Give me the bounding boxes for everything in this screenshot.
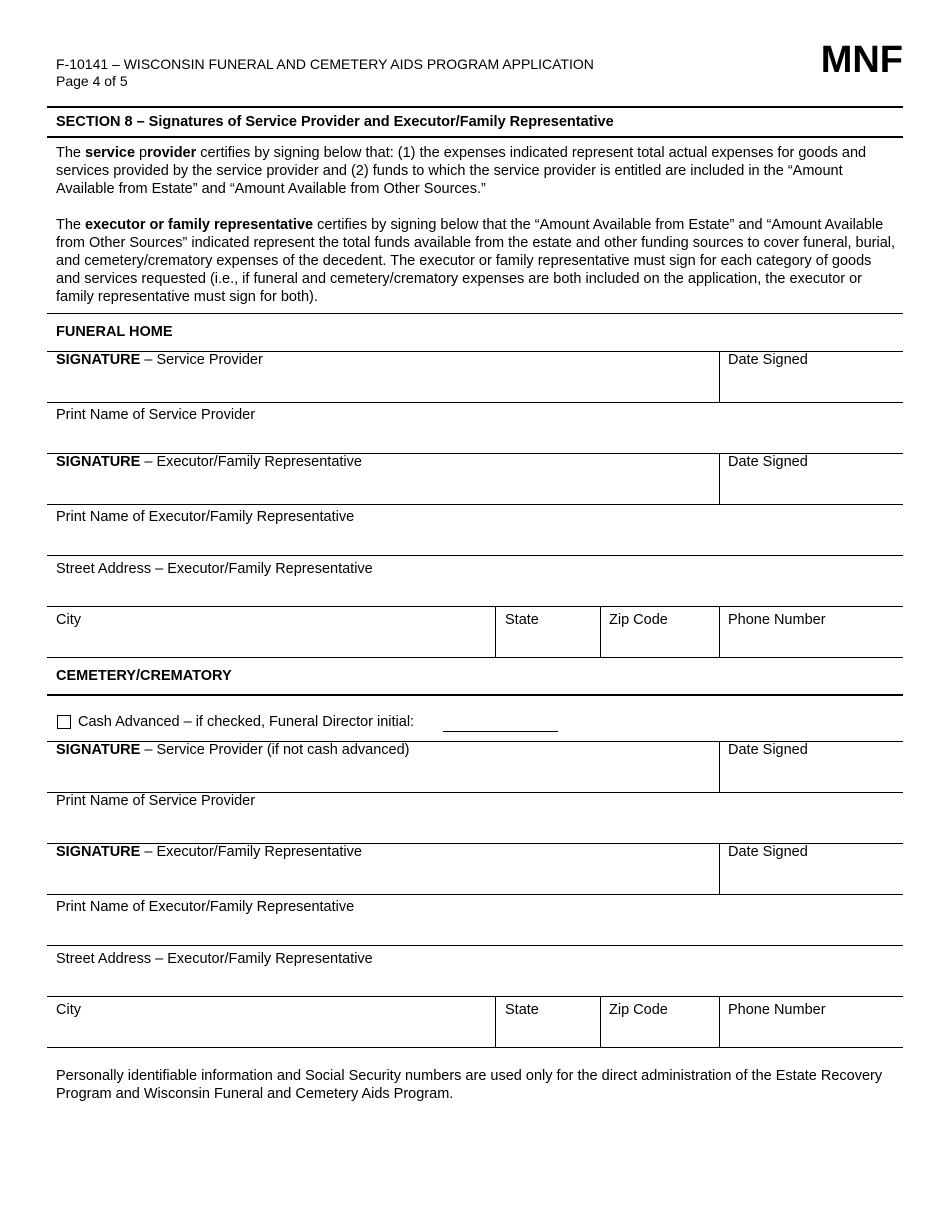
fh-sp-print-name-field[interactable]: Print Name of Service Provider xyxy=(56,407,256,423)
signature-label-rest: – Executor/Family Representative xyxy=(140,454,362,470)
cc-exec-date-signed-field[interactable]: Date Signed xyxy=(728,844,808,860)
divider xyxy=(47,555,903,556)
divider xyxy=(47,313,903,314)
cash-advanced-checkbox[interactable] xyxy=(57,715,71,729)
cc-sp-date-signed-field[interactable]: Date Signed xyxy=(728,742,808,758)
fh-city-field[interactable]: City xyxy=(56,612,81,628)
cc-executor-signature-field[interactable] xyxy=(56,844,362,861)
fh-sp-date-signed-field[interactable]: Date Signed xyxy=(728,352,808,368)
divider xyxy=(600,996,601,1048)
divider xyxy=(719,843,720,895)
text-run: The xyxy=(56,145,86,161)
funeral-director-initial-field[interactable] xyxy=(443,731,558,732)
divider xyxy=(600,606,601,658)
cc-sp-print-name-field[interactable]: Print Name of Service Provider xyxy=(56,793,256,809)
section-title-rule xyxy=(47,136,903,138)
fh-exec-date-signed-field[interactable]: Date Signed xyxy=(728,454,808,470)
fh-state-field[interactable]: State xyxy=(505,612,539,628)
page-number: Page 4 of 5 xyxy=(56,73,128,89)
divider xyxy=(47,606,903,607)
divider xyxy=(47,694,903,696)
form-code: MNF xyxy=(820,39,903,81)
bold-run: service xyxy=(85,145,136,161)
divider xyxy=(47,1047,903,1048)
divider xyxy=(719,351,720,403)
form-header xyxy=(56,56,594,90)
signature-label-rest: – Service Provider (if not cash advanced) xyxy=(140,742,410,758)
divider xyxy=(719,606,720,658)
signature-label-rest: – Service Provider xyxy=(140,352,263,368)
cc-state-field[interactable]: State xyxy=(505,1002,539,1018)
fh-phone-field[interactable]: Phone Number xyxy=(728,612,826,628)
divider xyxy=(495,996,496,1048)
fh-service-provider-signature-field[interactable] xyxy=(56,352,263,369)
cc-street-address-field[interactable]: Street Address – Executor/Family Representative xyxy=(56,951,373,967)
signature-label: SIGNATURE xyxy=(56,844,141,860)
text-run: The xyxy=(56,217,86,233)
text-run: certifies by signing below that: (1) the expenses indicated represent total actual expenses for goods and services provided by the service provider and (2) funds to which the service provider is entitled are included in the “Amount Available from Estate” and “Amount Available from Other Sources.” xyxy=(56,145,867,197)
cash-advanced-label: Cash Advanced – if checked, Funeral Director initial: xyxy=(78,714,415,730)
fh-exec-print-name-field[interactable]: Print Name of Executor/Family Representative xyxy=(56,509,355,525)
cc-city-field[interactable]: City xyxy=(56,1002,81,1018)
cc-phone-field[interactable]: Phone Number xyxy=(728,1002,826,1018)
cc-service-provider-signature-field[interactable] xyxy=(56,742,410,759)
signature-label: SIGNATURE xyxy=(56,454,141,470)
signature-label: SIGNATURE xyxy=(56,352,141,368)
bold-run: executor or family representative xyxy=(85,217,314,233)
divider xyxy=(719,741,720,793)
fh-executor-signature-field[interactable] xyxy=(56,454,362,471)
cc-zip-field[interactable]: Zip Code xyxy=(609,1002,668,1018)
divider xyxy=(719,453,720,505)
divider xyxy=(47,657,903,658)
fh-street-address-field[interactable]: Street Address – Executor/Family Representative xyxy=(56,561,373,577)
signature-label-rest: – Executor/Family Representative xyxy=(140,844,362,860)
divider xyxy=(495,606,496,658)
divider xyxy=(47,402,903,403)
fh-zip-field[interactable]: Zip Code xyxy=(609,612,668,628)
cemetery-title: CEMETERY/CREMATORY xyxy=(56,668,232,684)
cc-exec-print-name-field[interactable]: Print Name of Executor/Family Representative xyxy=(56,899,355,915)
section-title: SECTION 8 – Signatures of Service Provider and Executor/Family Representative xyxy=(56,114,614,130)
service-provider-certification xyxy=(56,144,898,198)
signature-label: SIGNATURE xyxy=(56,742,141,758)
text-run: certifies by signing below that the “Amount Available from Estate” and “Amount Available from Other Sources” indicated represent the total funds available from the estate and other funding sources to cover funeral, burial, and cemetery/crematory expenses of the decedent. The executor or family representative must sign for each category of goods and services requested (i.e., if funeral and cemetery/crematory expenses are both included on the application, the executor or family representative must sign for both). xyxy=(56,217,896,305)
form-title: F-10141 – WISCONSIN FUNERAL AND CEMETERY AIDS PROGRAM APPLICATION xyxy=(56,56,594,72)
section-top-rule xyxy=(47,106,903,108)
text-run: p xyxy=(135,145,148,161)
funeral-home-title: FUNERAL HOME xyxy=(56,324,173,340)
divider xyxy=(719,996,720,1048)
privacy-notice: Personally identifiable information and Social Security numbers are used only for the direct administration of the Estate Recovery Program and Wisconsin Funeral and Cemetery Aids Program. xyxy=(56,1068,883,1102)
divider xyxy=(47,996,903,997)
bold-run: rovider xyxy=(147,145,197,161)
divider xyxy=(47,945,903,946)
divider xyxy=(47,504,903,505)
divider xyxy=(47,894,903,895)
executor-certification xyxy=(56,216,898,306)
